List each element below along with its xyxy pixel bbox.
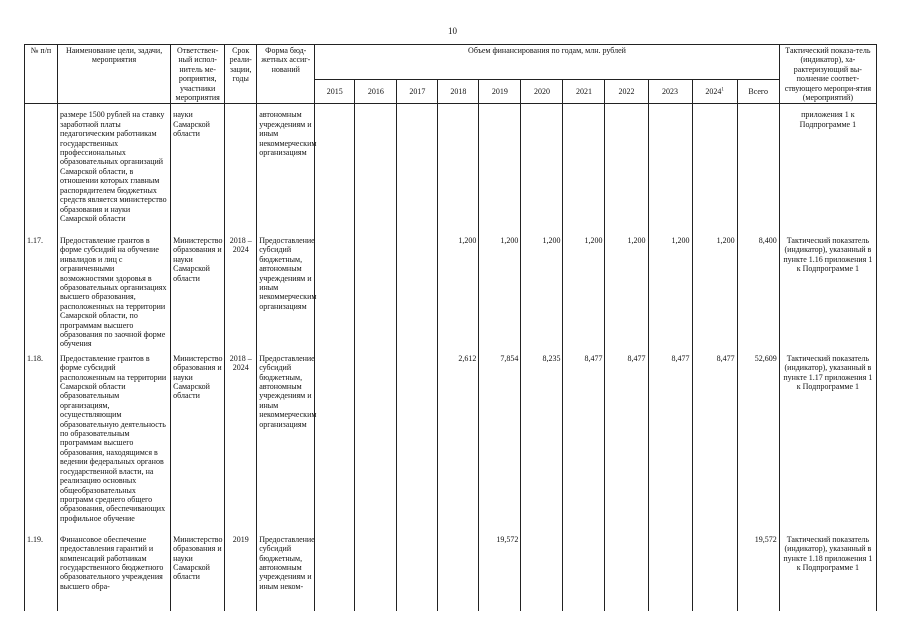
year-2015: 2015 (315, 80, 355, 104)
cell-responsible: Министерство образования и науки Самарской области (171, 531, 225, 611)
cell-2023 (648, 531, 692, 611)
cell-term: 2018 – 2024 (225, 232, 257, 350)
cell-form: Предоставление субсидий бюджетным, автономным учреждениям и иным некоммерческим организациям (257, 350, 315, 531)
cell-2022: 1,200 (605, 232, 648, 350)
cell-2020 (521, 531, 563, 611)
cell-total: 19,572 (737, 531, 779, 611)
cell-responsible: Министерство образования и науки Самарской области (171, 350, 225, 531)
cell-indicator: Тактический показатель (индикатор), указанный в пункте 1.17 приложения 1 к Подпрограмме 1 (779, 350, 876, 531)
year-2022: 2022 (605, 80, 648, 104)
cell-2018: 2,612 (438, 350, 479, 531)
table-row (25, 232, 877, 350)
header-form: Форма бюд-жетных ассиг-нований (257, 45, 315, 104)
year-2016: 2016 (355, 80, 397, 104)
cell-2024: 8,477 (692, 350, 737, 531)
header-term: Срок реали-зации, годы (225, 45, 257, 104)
cell-2020: 8,235 (521, 350, 563, 531)
cell-indicator: Тактический показатель (индикатор), указанный в пункте 1.16 приложения 1 к Подпрограмме 1 (779, 232, 876, 350)
cell-num: 1.18. (25, 350, 58, 531)
cell-2022 (605, 531, 648, 611)
year-2024-footnote: 1 (721, 87, 724, 93)
cell-name: Предоставление грантов в форме субсидий расположенным на территории Самарской области образовательным организациям, осуществляющим образовательную деятельность по образовательным программам высшего образования, находящимся в ведении федеральных органов государственной власти, на реализацию основных общеобразовательных программ среднего общего образования, обеспечивающих профильное обучение (58, 350, 171, 531)
cell-total: 8,400 (737, 232, 779, 350)
funding-table (24, 44, 877, 611)
cell-name: Предоставление грантов в форме субсидий на обучение инвалидов и лиц с ограниченными возможностями здоровья в образовательных организациях высшего образования, расположенных на территории Самарской области, по программам высшего образования по заочной форме обучения (58, 232, 171, 350)
cell-indicator: Тактический показатель (индикатор), указанный в пункте 1.18 приложения 1 к Подпрограмме 1 (779, 531, 876, 611)
year-2023: 2023 (648, 80, 692, 104)
cell-2021: 8,477 (563, 350, 605, 531)
cell-2016 (355, 350, 397, 531)
table-row (25, 350, 877, 531)
cell-2020: 1,200 (521, 232, 563, 350)
cell-num: 1.17. (25, 232, 58, 350)
page-number: 10 (448, 26, 457, 36)
cell-2017 (397, 232, 438, 350)
cell-indicator: приложения 1 к Подпрограмме 1 (779, 104, 876, 232)
cell-name: Финансовое обеспечение предоставления гарантий и компенсаций работникам государственного бюджетного образовательного учреждения высшего обра- (58, 531, 171, 611)
cell-2019: 1,200 (479, 232, 521, 350)
cell-2019: 7,854 (479, 350, 521, 531)
year-2018: 2018 (438, 80, 479, 104)
cell-2017 (397, 350, 438, 531)
year-2017: 2017 (397, 80, 438, 104)
cell-2018 (438, 531, 479, 611)
cell-responsible: Министерство образования и науки Самарской области (171, 232, 225, 350)
header-row (25, 45, 877, 80)
cell-2021: 1,200 (563, 232, 605, 350)
cell-term (225, 104, 257, 232)
cell-term: 2019 (225, 531, 257, 611)
year-2024-label: 2024 (705, 87, 722, 97)
cell-responsible: науки Самарской области (171, 104, 225, 232)
table-row-continuation (25, 104, 877, 232)
cell-2015 (315, 531, 355, 611)
year-total: Всего (737, 80, 779, 104)
cell-2017 (397, 531, 438, 611)
cell-form: автономным учреждениям и иным некоммерческим организациям (257, 104, 315, 232)
header-funding: Объем финансирования по годам, млн. рублей (315, 45, 780, 80)
table-row (25, 531, 877, 611)
cell-2019: 19,572 (479, 531, 521, 611)
cell-form: Предоставление субсидий бюджетным, автономным учреждениям и иным неком- (257, 531, 315, 611)
cell-name: размере 1500 рублей на ставку заработной платы педагогическим работникам государственных профессиональных образовательных организаций Самарской области, в отношении которых главным распорядителем бюджетных средств является министерство образования и науки Самарской области (58, 104, 171, 232)
cell-2023: 1,200 (648, 232, 692, 350)
year-2020: 2020 (521, 80, 563, 104)
year-2019: 2019 (479, 80, 521, 104)
cell-2021 (563, 531, 605, 611)
cell-total: 52,609 (737, 350, 779, 531)
cell-num (25, 104, 58, 232)
cell-2015 (315, 350, 355, 531)
cell-2016 (355, 232, 397, 350)
cell-2024 (692, 531, 737, 611)
year-2024 (692, 80, 737, 104)
cell-2023: 8,477 (648, 350, 692, 531)
cell-2018: 1,200 (438, 232, 479, 350)
cell-2016 (355, 531, 397, 611)
year-2021: 2021 (563, 80, 605, 104)
header-name: Наименование цели, задачи, мероприятия (58, 45, 171, 104)
cell-num: 1.19. (25, 531, 58, 611)
cell-2024: 1,200 (692, 232, 737, 350)
header-responsible: Ответствен-ный испол-нитель ме-роприятия, участники мероприятия (171, 45, 225, 104)
header-num: № п/п (25, 45, 58, 104)
cell-term: 2018 – 2024 (225, 350, 257, 531)
header-indicator: Тактический показа-тель (индикатор), ха-рактеризующий вы-полнение соответ-ствующего меропри-ятия (мероприятий) (779, 45, 876, 104)
cell-2015 (315, 232, 355, 350)
cell-form: Предоставление субсидий бюджетным, автономным учреждениям и иным некоммерческим организациям (257, 232, 315, 350)
cell-2022: 8,477 (605, 350, 648, 531)
